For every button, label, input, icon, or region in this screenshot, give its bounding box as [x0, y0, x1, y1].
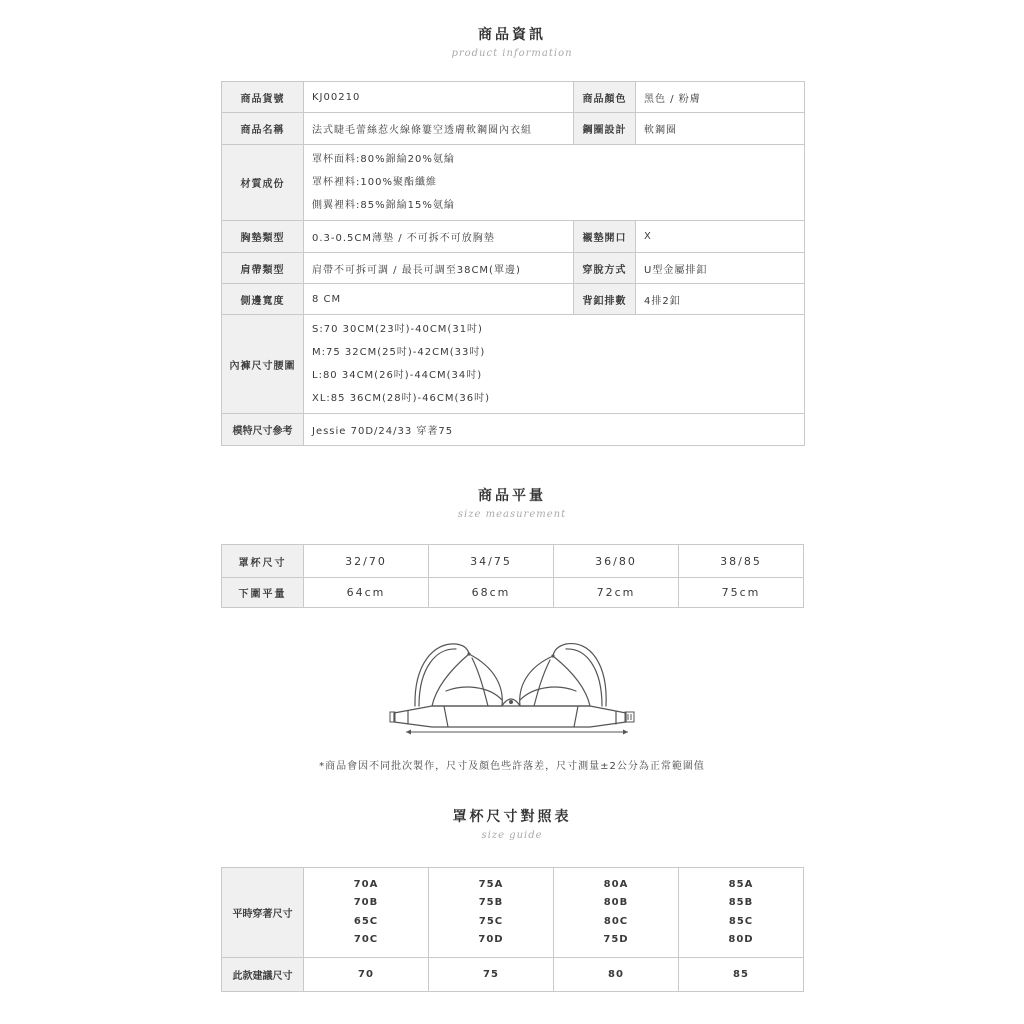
table-row [222, 82, 805, 113]
under-label: 下圍平量 [222, 578, 304, 608]
wear-value: U型金屬排釦 [636, 253, 805, 284]
size-guide-table [221, 867, 804, 992]
model-value: Jessie 70D/24/33 穿著75 [304, 414, 805, 446]
usual-sizes-cell [554, 868, 679, 958]
name-label: 商品名稱 [222, 113, 304, 145]
size-value: 85B [728, 897, 754, 908]
size-value: 75B [478, 897, 504, 908]
table-row [222, 958, 804, 992]
table-row [222, 414, 805, 446]
size-value: 75A [478, 878, 504, 890]
size-value: 70C [353, 934, 379, 945]
measurement-note: *商品會因不同批次製作，尺寸及顏色些許落差，尺寸測量±2公分為正常範圍值 [319, 761, 705, 772]
usual-sizes-cell [679, 868, 804, 958]
suggest-cell: 75 [429, 958, 554, 992]
code-label: 商品貨號 [222, 82, 304, 113]
product-info-table [221, 81, 805, 446]
material-value [304, 145, 805, 221]
material-line: 側翼裡料:85%錦綸15%氨綸 [312, 200, 455, 211]
cup-label: 罩杯尺寸 [222, 545, 304, 578]
pad-label: 胸墊類型 [222, 221, 304, 253]
table-row [222, 578, 804, 608]
cup-size-cell: 32/70 [304, 545, 429, 578]
brief-line: S:70 30CM(23吋)-40CM(31吋) [312, 324, 483, 335]
size-value: 85A [728, 878, 754, 890]
pad-value: 0.3-0.5CM薄墊 / 不可拆不可放胸墊 [304, 221, 574, 253]
size-value: 80A [603, 878, 629, 890]
table-row [222, 868, 804, 958]
under-cell: 68cm [429, 578, 554, 608]
size-value: 85C [728, 915, 754, 927]
section-title: 商品資訊 [478, 27, 546, 43]
size-measure-heading [0, 485, 1024, 520]
table-row [222, 145, 805, 221]
size-value: 80C [603, 915, 629, 927]
hook-value: 4排2釦 [636, 284, 805, 315]
strap-value: 肩帶不可拆可調 / 最長可調至38CM(單邊) [304, 253, 574, 284]
brief-line: XL:85 36CM(28吋)-46CM(36吋) [312, 393, 491, 404]
suggest-cell: 80 [554, 958, 679, 992]
suggest-cell: 70 [304, 958, 429, 992]
under-cell: 75cm [679, 578, 804, 608]
size-value: 65C [353, 915, 379, 927]
color-value: 黑色 / 粉膚 [636, 82, 805, 113]
wire-label: 鋼圈設計 [574, 113, 636, 145]
wear-label: 穿脫方式 [574, 253, 636, 284]
size-measure-table [221, 544, 804, 608]
cup-size-cell: 34/75 [429, 545, 554, 578]
product-info-heading [0, 24, 1024, 59]
size-value: 80D [728, 934, 754, 945]
code-value: KJ00210 [304, 82, 574, 113]
size-guide-heading [0, 806, 1024, 841]
size-value: 70A [353, 878, 379, 890]
under-cell: 72cm [554, 578, 679, 608]
table-row [222, 315, 805, 414]
brief-value [304, 315, 805, 414]
strap-label: 肩帶類型 [222, 253, 304, 284]
under-cell: 64cm [304, 578, 429, 608]
table-row [222, 545, 804, 578]
size-value: 70D [478, 934, 504, 945]
material-line: 罩杯裡料:100%聚酯纖維 [312, 177, 437, 188]
cup-size-cell: 38/85 [679, 545, 804, 578]
size-value: 70B [353, 897, 379, 908]
size-value: 75C [478, 915, 504, 927]
brief-label: 內褲尺寸腰圍 [222, 315, 304, 414]
table-row [222, 284, 805, 315]
side-label: 側邊寬度 [222, 284, 304, 315]
suggest-label: 此款建議尺寸 [222, 958, 304, 992]
usual-sizes-cell [429, 868, 554, 958]
bra-illustration-icon [384, 636, 644, 736]
table-row [222, 253, 805, 284]
material-line: 罩杯面料:80%錦綸20%氨綸 [312, 154, 455, 165]
wire-value: 軟鋼圈 [636, 113, 805, 145]
section-subtitle: size guide [481, 830, 543, 841]
brief-line: M:75 32CM(25吋)-42CM(33吋) [312, 347, 486, 358]
usual-label: 平時穿著尺寸 [222, 868, 304, 958]
brief-line: L:80 34CM(26吋)-44CM(34吋) [312, 370, 483, 381]
section-title: 罩杯尺寸對照表 [452, 809, 572, 825]
model-label: 模特尺寸參考 [222, 414, 304, 446]
pad-open-label: 襯墊開口 [574, 221, 636, 253]
size-value: 75D [603, 934, 629, 945]
pad-open-value: X [636, 221, 805, 253]
suggest-cell: 85 [679, 958, 804, 992]
cup-size-cell: 36/80 [554, 545, 679, 578]
table-row [222, 113, 805, 145]
hook-label: 背釦排數 [574, 284, 636, 315]
material-label: 材質成份 [222, 145, 304, 221]
color-label: 商品顏色 [574, 82, 636, 113]
side-value: 8 CM [304, 284, 574, 315]
section-subtitle: size measurement [457, 509, 567, 520]
name-value: 法式睫毛蕾絲惹火線條簍空透膚軟鋼圈內衣組 [304, 113, 574, 145]
size-value: 80B [603, 897, 629, 908]
table-row [222, 221, 805, 253]
usual-sizes-cell [304, 868, 429, 958]
section-subtitle: product information [451, 48, 573, 59]
section-title: 商品平量 [478, 488, 546, 504]
